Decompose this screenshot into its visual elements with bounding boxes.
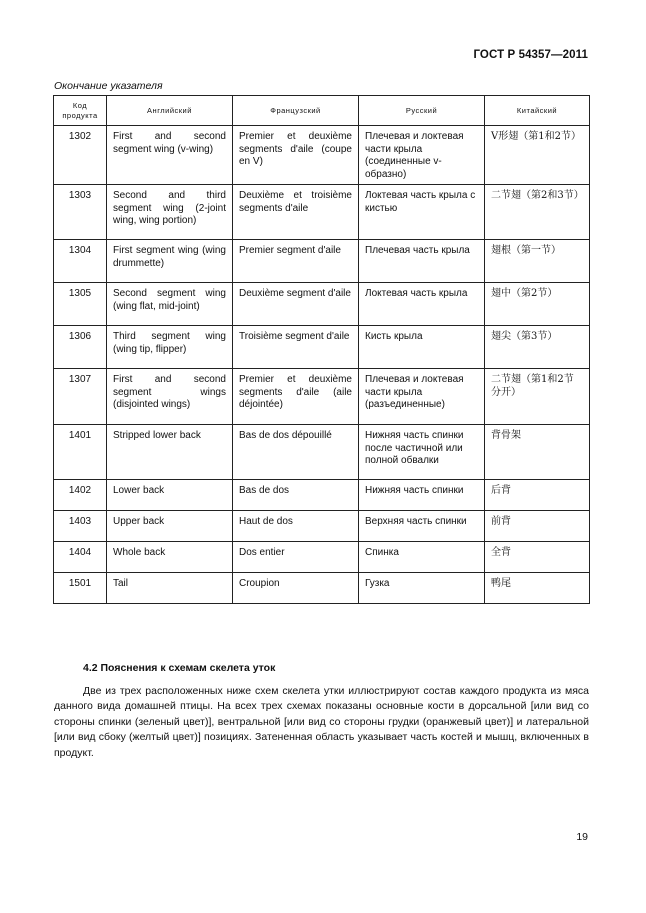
table-row bbox=[54, 369, 590, 425]
name-french: Bas de dos dépouillé bbox=[233, 425, 359, 480]
table-caption: Окончание указателя bbox=[54, 80, 163, 92]
product-code: 1401 bbox=[54, 425, 107, 480]
column-header-english: Английский bbox=[107, 96, 233, 126]
name-chinese: 二节翅（第2和3节） bbox=[485, 185, 590, 240]
name-chinese: 二节翅（第1和2节分开） bbox=[485, 369, 590, 425]
name-russian: Гузка bbox=[359, 573, 485, 604]
name-french: Bas de dos bbox=[233, 480, 359, 511]
name-chinese: 后背 bbox=[485, 480, 590, 511]
column-header-russian: Русский bbox=[359, 96, 485, 126]
product-code: 1404 bbox=[54, 542, 107, 573]
name-french: Premier et deuxième segments d'aile (aile déjointée) bbox=[233, 369, 359, 425]
table-row bbox=[54, 326, 590, 369]
name-french: Croupion bbox=[233, 573, 359, 604]
table-header-row bbox=[54, 96, 590, 126]
name-chinese: 翅尖（第3节） bbox=[485, 326, 590, 369]
name-english: Whole back bbox=[107, 542, 233, 573]
product-code: 1307 bbox=[54, 369, 107, 425]
name-english: First segment wing (wing drummette) bbox=[107, 240, 233, 283]
section-paragraph: Две из трех расположенных ниже схем скелета утки иллюстрируют состав каждого продукта из мяса данного вида домашней птицы. На всех трех схемах показаны основные кости в дорсальной [или вид со стороны спинки (зеленый цвет)], вентральной [или вид со стороны грудки (оранжевый цвет)] и латеральной [или вид сбоку (желтый цвет)] позициях. Затененная область указывает часть костей и мышц, включенных в продукт. bbox=[54, 685, 589, 759]
product-code: 1501 bbox=[54, 573, 107, 604]
name-russian: Кисть крыла bbox=[359, 326, 485, 369]
name-english: Second and third segment wing (2-joint wing, wing portion) bbox=[107, 185, 233, 240]
table-row bbox=[54, 573, 590, 604]
product-code: 1305 bbox=[54, 283, 107, 326]
table-row bbox=[54, 283, 590, 326]
name-english: First and second segment wings (disjointed wings) bbox=[107, 369, 233, 425]
name-russian: Верхняя часть спинки bbox=[359, 511, 485, 542]
product-code: 1306 bbox=[54, 326, 107, 369]
document-id: ГОСТ Р 54357—2011 bbox=[473, 49, 588, 61]
name-russian: Плечевая часть крыла bbox=[359, 240, 485, 283]
name-chinese: 鸭尾 bbox=[485, 573, 590, 604]
name-french: Haut de dos bbox=[233, 511, 359, 542]
table-row bbox=[54, 126, 590, 185]
name-russian: Нижняя часть спинки после частичной или полной обвалки bbox=[359, 425, 485, 480]
name-english: Tail bbox=[107, 573, 233, 604]
name-russian: Спинка bbox=[359, 542, 485, 573]
table-row bbox=[54, 240, 590, 283]
name-russian: Плечевая и локтевая части крыла (разъединенные) bbox=[359, 369, 485, 425]
name-english: Second segment wing (wing flat, mid-joint) bbox=[107, 283, 233, 326]
column-header-chinese: Китайский bbox=[485, 96, 590, 126]
name-english: Upper back bbox=[107, 511, 233, 542]
name-chinese: 翅中（第2节） bbox=[485, 283, 590, 326]
name-english: Stripped lower back bbox=[107, 425, 233, 480]
product-code: 1304 bbox=[54, 240, 107, 283]
name-french: Deuxième segment d'aile bbox=[233, 283, 359, 326]
name-english: First and second segment wing (v-wing) bbox=[107, 126, 233, 185]
name-chinese: 全背 bbox=[485, 542, 590, 573]
product-code: 1303 bbox=[54, 185, 107, 240]
name-russian: Нижняя часть спинки bbox=[359, 480, 485, 511]
product-code: 1402 bbox=[54, 480, 107, 511]
table-row bbox=[54, 185, 590, 240]
name-chinese: 翅根（第一节） bbox=[485, 240, 590, 283]
name-russian: Локтевая часть крыла bbox=[359, 283, 485, 326]
section-title: 4.2 Пояснения к схемам скелета уток bbox=[83, 662, 276, 674]
name-english: Lower back bbox=[107, 480, 233, 511]
table-row bbox=[54, 542, 590, 573]
name-chinese: 前背 bbox=[485, 511, 590, 542]
name-french: Dos entier bbox=[233, 542, 359, 573]
name-french: Premier et deuxième segments d'aile (coupe en V) bbox=[233, 126, 359, 185]
product-code: 1302 bbox=[54, 126, 107, 185]
name-french: Premier segment d'aile bbox=[233, 240, 359, 283]
name-english: Third segment wing (wing tip, flipper) bbox=[107, 326, 233, 369]
column-header-code: Код продукта bbox=[54, 96, 107, 126]
table-row bbox=[54, 480, 590, 511]
name-chinese: V形翅（第1和2节） bbox=[485, 126, 590, 185]
name-russian: Плечевая и локтевая части крыла (соединенные v-образно) bbox=[359, 126, 485, 185]
table-row bbox=[54, 511, 590, 542]
page-number: 19 bbox=[576, 831, 588, 843]
index-table bbox=[53, 95, 590, 604]
table-row bbox=[54, 425, 590, 480]
name-russian: Локтевая часть крыла с кистью bbox=[359, 185, 485, 240]
name-french: Troisième segment d'aile bbox=[233, 326, 359, 369]
product-code: 1403 bbox=[54, 511, 107, 542]
name-chinese: 背骨架 bbox=[485, 425, 590, 480]
name-french: Deuxième et troisième segments d'aile bbox=[233, 185, 359, 240]
column-header-french: Французский bbox=[233, 96, 359, 126]
